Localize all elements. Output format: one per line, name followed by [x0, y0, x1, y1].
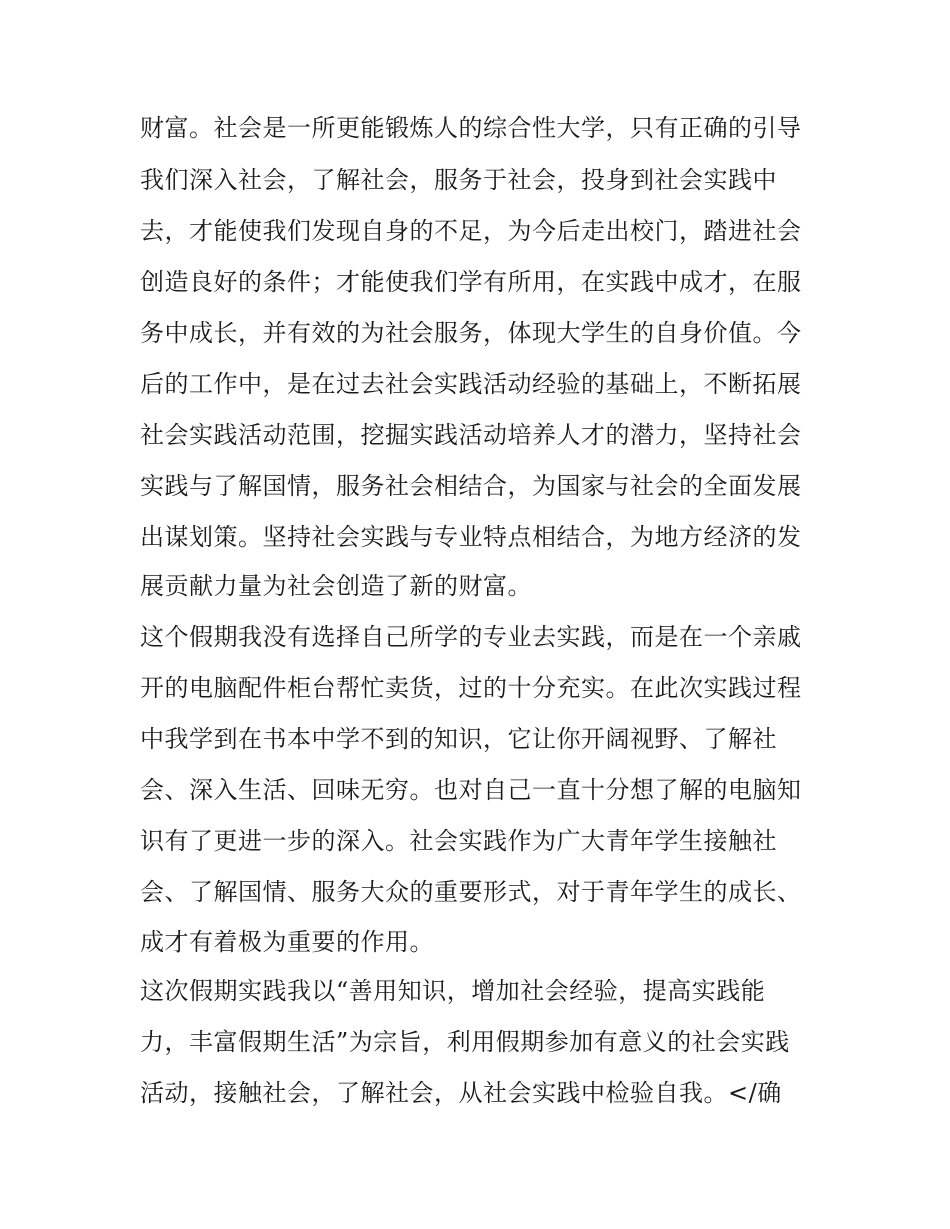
text-line-13: 中我学到在书本中学不到的知识，它让你开阔视野、了解社	[140, 725, 777, 753]
text-line-15: 识有了更进一步的深入。社会实践作为广大青年学生接触社	[140, 827, 777, 855]
text-line-6: 后的工作中，是在过去社会实践活动经验的基础上，不断拓展	[140, 370, 802, 398]
text-line-2: 我们深入社会，了解社会，服务于社会，投身到社会实践中	[140, 166, 777, 194]
text-line-7: 社会实践活动范围，挖掘实践活动培养人才的潜力，坚持社会	[140, 421, 802, 449]
text-line-14: 会、深入生活、回味无穷。也对自己一直十分想了解的电脑知	[140, 776, 802, 804]
text-line-10: 展贡献力量为社会创造了新的财富。	[140, 572, 532, 600]
text-line-4: 创造良好的条件；才能使我们学有所用，在实践中成才，在服	[140, 268, 802, 296]
text-line-3: 去，才能使我们发现自身的不足，为今后走出校门，踏进社会	[140, 217, 802, 245]
text-line-17: 成才有着极为重要的作用。	[140, 928, 434, 956]
text-line-9: 出谋划策。坚持社会实践与专业特点相结合，为地方经济的发	[140, 523, 802, 551]
text-line-19: 力，丰富假期生活”为宗旨，利用假期参加有意义的社会实践	[140, 1028, 790, 1056]
text-line-20: 活动，接触社会，了解社会，从社会实践中检验自我。</确	[140, 1079, 782, 1107]
text-line-5: 务中成长，并有效的为社会服务，体现大学生的自身价值。今	[140, 319, 802, 347]
text-line-16: 会、了解国情、服务大众的重要形式，对于青年学生的成长、	[140, 878, 802, 906]
text-line-12: 开的电脑配件柜台帮忙卖货，过的十分充实。在此次实践过程	[140, 674, 802, 702]
text-line-1: 财富。社会是一所更能锻炼人的综合性大学，只有正确的引导	[140, 114, 802, 142]
text-line-18: 这次假期实践我以“善用知识，增加社会经验，提高实践能	[140, 977, 766, 1005]
text-line-11: 这个假期我没有选择自己所学的专业去实践，而是在一个亲戚	[140, 623, 802, 651]
text-line-8: 实践与了解国情，服务社会相结合，为国家与社会的全面发展	[140, 472, 802, 500]
